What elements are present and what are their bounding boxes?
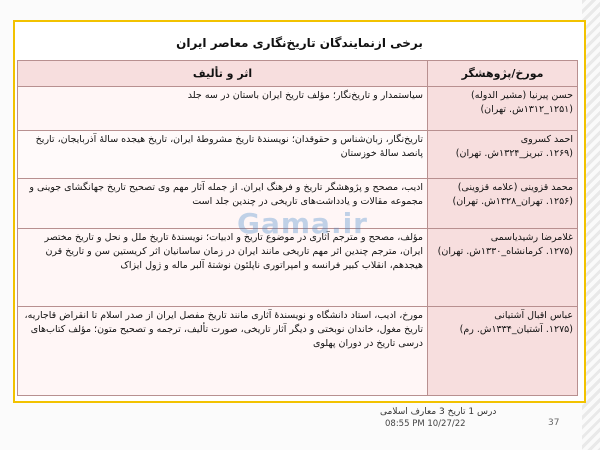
footer-title: درس 1 تاریخ 3 معارف اسلامی [380, 407, 497, 417]
footer-date: 08:55 PM 10/27/22 [385, 419, 466, 429]
slide-title: برخی ازنمایندگان تاریخ‌نگاری معاصر ایران [176, 36, 423, 50]
historian-name [428, 307, 578, 396]
historian-dates: (۱۲۷۵. آشتیان_۱۳۳۴ش. رم) [459, 324, 573, 335]
historian-name-line: غلامرضا رشیدیاسمی [490, 232, 573, 243]
historian-work: تاریخ‌نگار، زبان‌شناس و حقوقدان؛ نویسندهٔ تاریخ مشروطهٔ ایران، تاریخ هیجده سالهٔ آذربایجان، تاریخ پانصد سالهٔ خوزستان [18, 131, 428, 179]
historian-name-line: حسن پیرنیا (مشیر الدوله) [471, 90, 573, 101]
historian-work: مورخ، ادیب، استاد دانشگاه و نویسندهٔ آثاری مانند تاریخ مفصل ایران از صدر اسلام تا انقراض قاجاریه، تاریخ مغول، خاندان نوبختی و دیگر آثار تاریخی، صورت تألیف، ترجمه و تصحیح متون؛ مؤلف کتاب‌های درسی تاریخ در دوران پهلوی [18, 307, 428, 396]
header-historian: مورخ/پژوهشگر [428, 61, 578, 87]
historian-dates: (۱۲۷۵. کرمانشاه_۱۳۳۰ش. تهران) [437, 246, 573, 257]
historian-name-line: عباس اقبال آشتیانی [494, 310, 573, 321]
historian-name [428, 179, 578, 229]
historian-work: مؤلف، مصحح و مترجم آثاری در موضوع تاریخ و ادبیات؛ نویسندهٔ تاریخ ملل و نحل و تاریخ مختصر ایران، مترجم چندین اثر مهم تاریخی مانند ایران در زمان ساسانیان اثر کریستین سن و تاریخ قرن هیجدهم، انقلاب کبیر فرانسه و امپراتوری ناپلئون نوشتهٔ آلبر ماله و ژول ایزاک [18, 229, 428, 307]
historian-name-line: محمد قزوینی (علامه قزوینی) [457, 182, 573, 193]
table-row [18, 131, 578, 179]
historian-dates: (۱۲۵۶. تهران_۱۳۲۸ش. تهران) [452, 196, 573, 207]
header-work: اثر و تألیف [18, 61, 428, 87]
table-row [18, 307, 578, 396]
table-header-row [18, 61, 578, 87]
historian-name [428, 87, 578, 131]
historian-name [428, 131, 578, 179]
historian-dates: (۱۲۵۱_۱۳۱۲ش. تهران) [480, 104, 573, 115]
historian-name [428, 229, 578, 307]
historian-work: ادیب، مصحح و پژوهشگر تاریخ و فرهنگ ایران. از جمله آثار مهم وی تصحیح تاریخ جهانگشای جوینی و مجموعه مقالات و یادداشت‌های تاریخی در چندین جلد است [18, 179, 428, 229]
historian-work: سیاستمدار و تاریخ‌نگار؛ مؤلف تاریخ ایران باستان در سه جلد [18, 87, 428, 131]
historian-name-line: احمد کسروی [520, 134, 573, 145]
historian-dates: (۱۲۶۹. تبریز_۱۳۲۴ش. تهران) [455, 148, 573, 159]
page-number: 37 [548, 418, 560, 428]
watermark-logo: Gama.ir [237, 207, 368, 240]
table-row [18, 87, 578, 131]
